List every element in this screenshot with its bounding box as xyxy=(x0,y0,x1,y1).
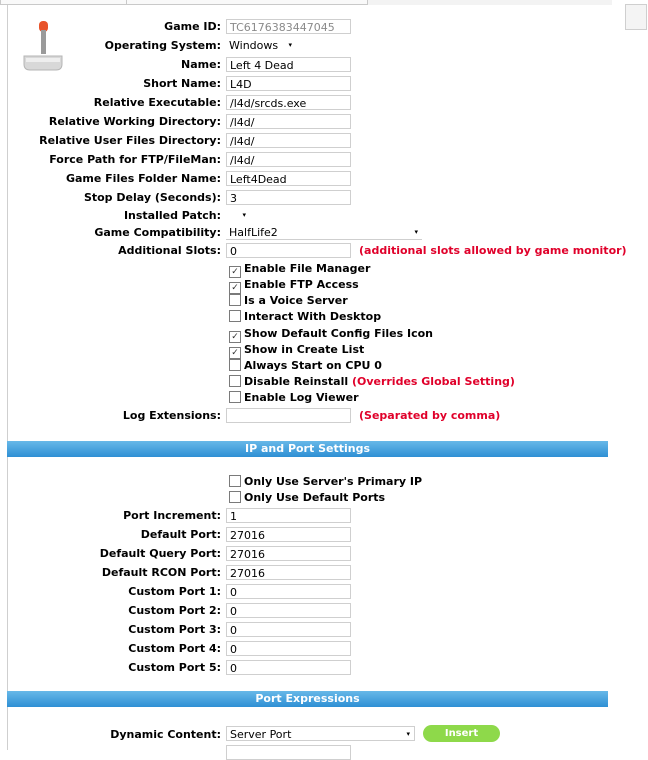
checkbox-label: Enable FTP Access xyxy=(244,278,359,291)
checkbox-label: Is a Voice Server xyxy=(244,294,348,307)
checkbox-label: Enable File Manager xyxy=(244,262,371,275)
enable-ftp-access-checkbox[interactable] xyxy=(229,278,359,292)
custom-port-2-label: Custom Port 2: xyxy=(128,604,221,617)
custom-port-5-input[interactable]: 0 xyxy=(226,660,351,675)
ip-only-use-default-ports-checkbox[interactable] xyxy=(229,491,385,505)
game-files-folder-name-label: Game Files Folder Name: xyxy=(65,172,221,185)
custom-port-4-input[interactable]: 0 xyxy=(226,641,351,656)
checkbox-label: Show Default Config Files Icon xyxy=(244,327,434,340)
custom-port-5-label: Custom Port 5: xyxy=(128,661,221,674)
log-extensions-input[interactable] xyxy=(226,408,351,423)
checkbox-box[interactable] xyxy=(229,375,241,387)
joystick-icon xyxy=(20,18,66,74)
chevron-down-icon: ▾ xyxy=(414,228,418,236)
checkbox-box[interactable] xyxy=(229,294,241,306)
interact-with-desktop-checkbox[interactable] xyxy=(229,310,381,324)
port-expressions-section-header: Port Expressions xyxy=(7,691,608,707)
select-value: Server Port xyxy=(230,728,292,741)
log-extensions-note: (Separated by comma) xyxy=(359,409,501,422)
additional-slots-note: (additional slots allowed by game monitor) xyxy=(359,244,627,257)
next-row-input[interactable] xyxy=(226,745,351,760)
right-gutter xyxy=(612,0,648,750)
installed-patch-select[interactable] xyxy=(226,208,250,223)
checkbox-box[interactable] xyxy=(229,391,241,403)
stop-delay-seconds-label: Stop Delay (Seconds): xyxy=(83,191,221,204)
checkbox-box[interactable]: ✓ xyxy=(229,347,241,359)
custom-port-1-label: Custom Port 1: xyxy=(128,585,221,598)
game-compatibility-label: Game Compatibility: xyxy=(94,226,221,239)
default-port-input[interactable]: 27016 xyxy=(226,527,351,542)
checkbox-label: Enable Log Viewer xyxy=(244,391,359,404)
operating-system-label: Operating System: xyxy=(104,39,221,52)
scroll-button[interactable] xyxy=(625,4,647,30)
relative-working-directory-label: Relative Working Directory: xyxy=(48,115,221,128)
installed-patch-label: Installed Patch: xyxy=(123,209,221,222)
checkbox-box[interactable] xyxy=(229,475,241,487)
force-path-for-ftp-fileman-label: Force Path for FTP/FileMan: xyxy=(49,153,221,166)
is-a-voice-server-checkbox[interactable] xyxy=(229,294,348,308)
custom-port-4-label: Custom Port 4: xyxy=(128,642,221,655)
default-query-port-input[interactable]: 27016 xyxy=(226,546,351,561)
checkbox-box[interactable]: ✓ xyxy=(229,282,241,294)
relative-user-files-directory-input[interactable]: /l4d/ xyxy=(226,133,351,148)
dynamic-content-select[interactable] xyxy=(226,726,415,741)
ip-port-section-header: IP and Port Settings xyxy=(7,441,608,457)
operating-system-select[interactable] xyxy=(226,38,296,53)
checkbox-label: Interact With Desktop xyxy=(244,310,382,323)
chevron-down-icon: ▾ xyxy=(288,41,292,49)
additional-slots-input[interactable]: 0 xyxy=(226,243,351,258)
short-name-input[interactable]: L4D xyxy=(226,76,351,91)
log-extensions-label: Log Extensions: xyxy=(122,409,221,422)
select-value: Windows xyxy=(229,39,279,52)
checkbox-label: Always Start on CPU 0 xyxy=(244,359,382,372)
custom-port-3-label: Custom Port 3: xyxy=(128,623,221,636)
custom-port-2-input[interactable]: 0 xyxy=(226,603,351,618)
select-value: HalfLife2 xyxy=(229,226,278,239)
custom-port-1-input[interactable]: 0 xyxy=(226,584,351,599)
checkbox-label: Only Use Server's Primary IP xyxy=(244,475,423,488)
name-label: Name: xyxy=(181,58,221,71)
stop-delay-seconds-input[interactable]: 3 xyxy=(226,190,351,205)
checkbox-box[interactable]: ✓ xyxy=(229,266,241,278)
short-name-label: Short Name: xyxy=(143,77,221,90)
checkbox-label: Only Use Default Ports xyxy=(244,491,386,504)
port-increment-input[interactable]: 1 xyxy=(226,508,351,523)
force-path-for-ftp-fileman-input[interactable]: /l4d/ xyxy=(226,152,351,167)
default-rcon-port-input[interactable]: 27016 xyxy=(226,565,351,580)
relative-executable-label: Relative Executable: xyxy=(93,96,221,109)
show-in-create-list-checkbox[interactable] xyxy=(229,343,364,357)
checkbox-note: (Overrides Global Setting) xyxy=(348,375,515,388)
name-input[interactable]: Left 4 Dead xyxy=(226,57,351,72)
port-increment-label: Port Increment: xyxy=(123,509,221,522)
chevron-down-icon: ▾ xyxy=(242,211,246,219)
ip-only-use-server-s-primary-ip-checkbox[interactable] xyxy=(229,475,422,489)
enable-file-manager-checkbox[interactable] xyxy=(229,262,370,276)
relative-user-files-directory-label: Relative User Files Directory: xyxy=(39,134,221,147)
default-rcon-port-label: Default RCON Port: xyxy=(101,566,221,579)
checkbox-box[interactable] xyxy=(229,491,241,503)
checkbox-label: Show in Create List xyxy=(244,343,365,356)
game-id-input[interactable]: TC6176383447045 xyxy=(226,19,351,34)
enable-log-viewer-checkbox[interactable] xyxy=(229,391,359,405)
default-query-port-label: Default Query Port: xyxy=(99,547,221,560)
checkbox-box[interactable] xyxy=(229,310,241,322)
show-default-config-files-icon-checkbox[interactable] xyxy=(229,327,433,341)
additional-slots-label: Additional Slots: xyxy=(118,244,221,257)
chevron-down-icon: ▾ xyxy=(406,730,410,738)
default-port-label: Default Port: xyxy=(140,528,221,541)
checkbox-box[interactable]: ✓ xyxy=(229,331,241,343)
game-compatibility-select[interactable] xyxy=(226,225,422,240)
relative-working-directory-input[interactable]: /l4d/ xyxy=(226,114,351,129)
dynamic-content-label: Dynamic Content: xyxy=(110,728,221,741)
disable-reinstall-checkbox[interactable] xyxy=(229,375,515,389)
checkbox-box[interactable] xyxy=(229,359,241,371)
always-start-on-cpu-0-checkbox[interactable] xyxy=(229,359,382,373)
relative-executable-input[interactable]: /l4d/srcds.exe xyxy=(226,95,351,110)
insert-button[interactable]: Insert xyxy=(423,725,500,742)
game-files-folder-name-input[interactable]: Left4Dead xyxy=(226,171,351,186)
custom-port-3-input[interactable]: 0 xyxy=(226,622,351,637)
checkbox-label: Disable Reinstall xyxy=(244,375,349,388)
game-id-label: Game ID: xyxy=(164,20,221,33)
